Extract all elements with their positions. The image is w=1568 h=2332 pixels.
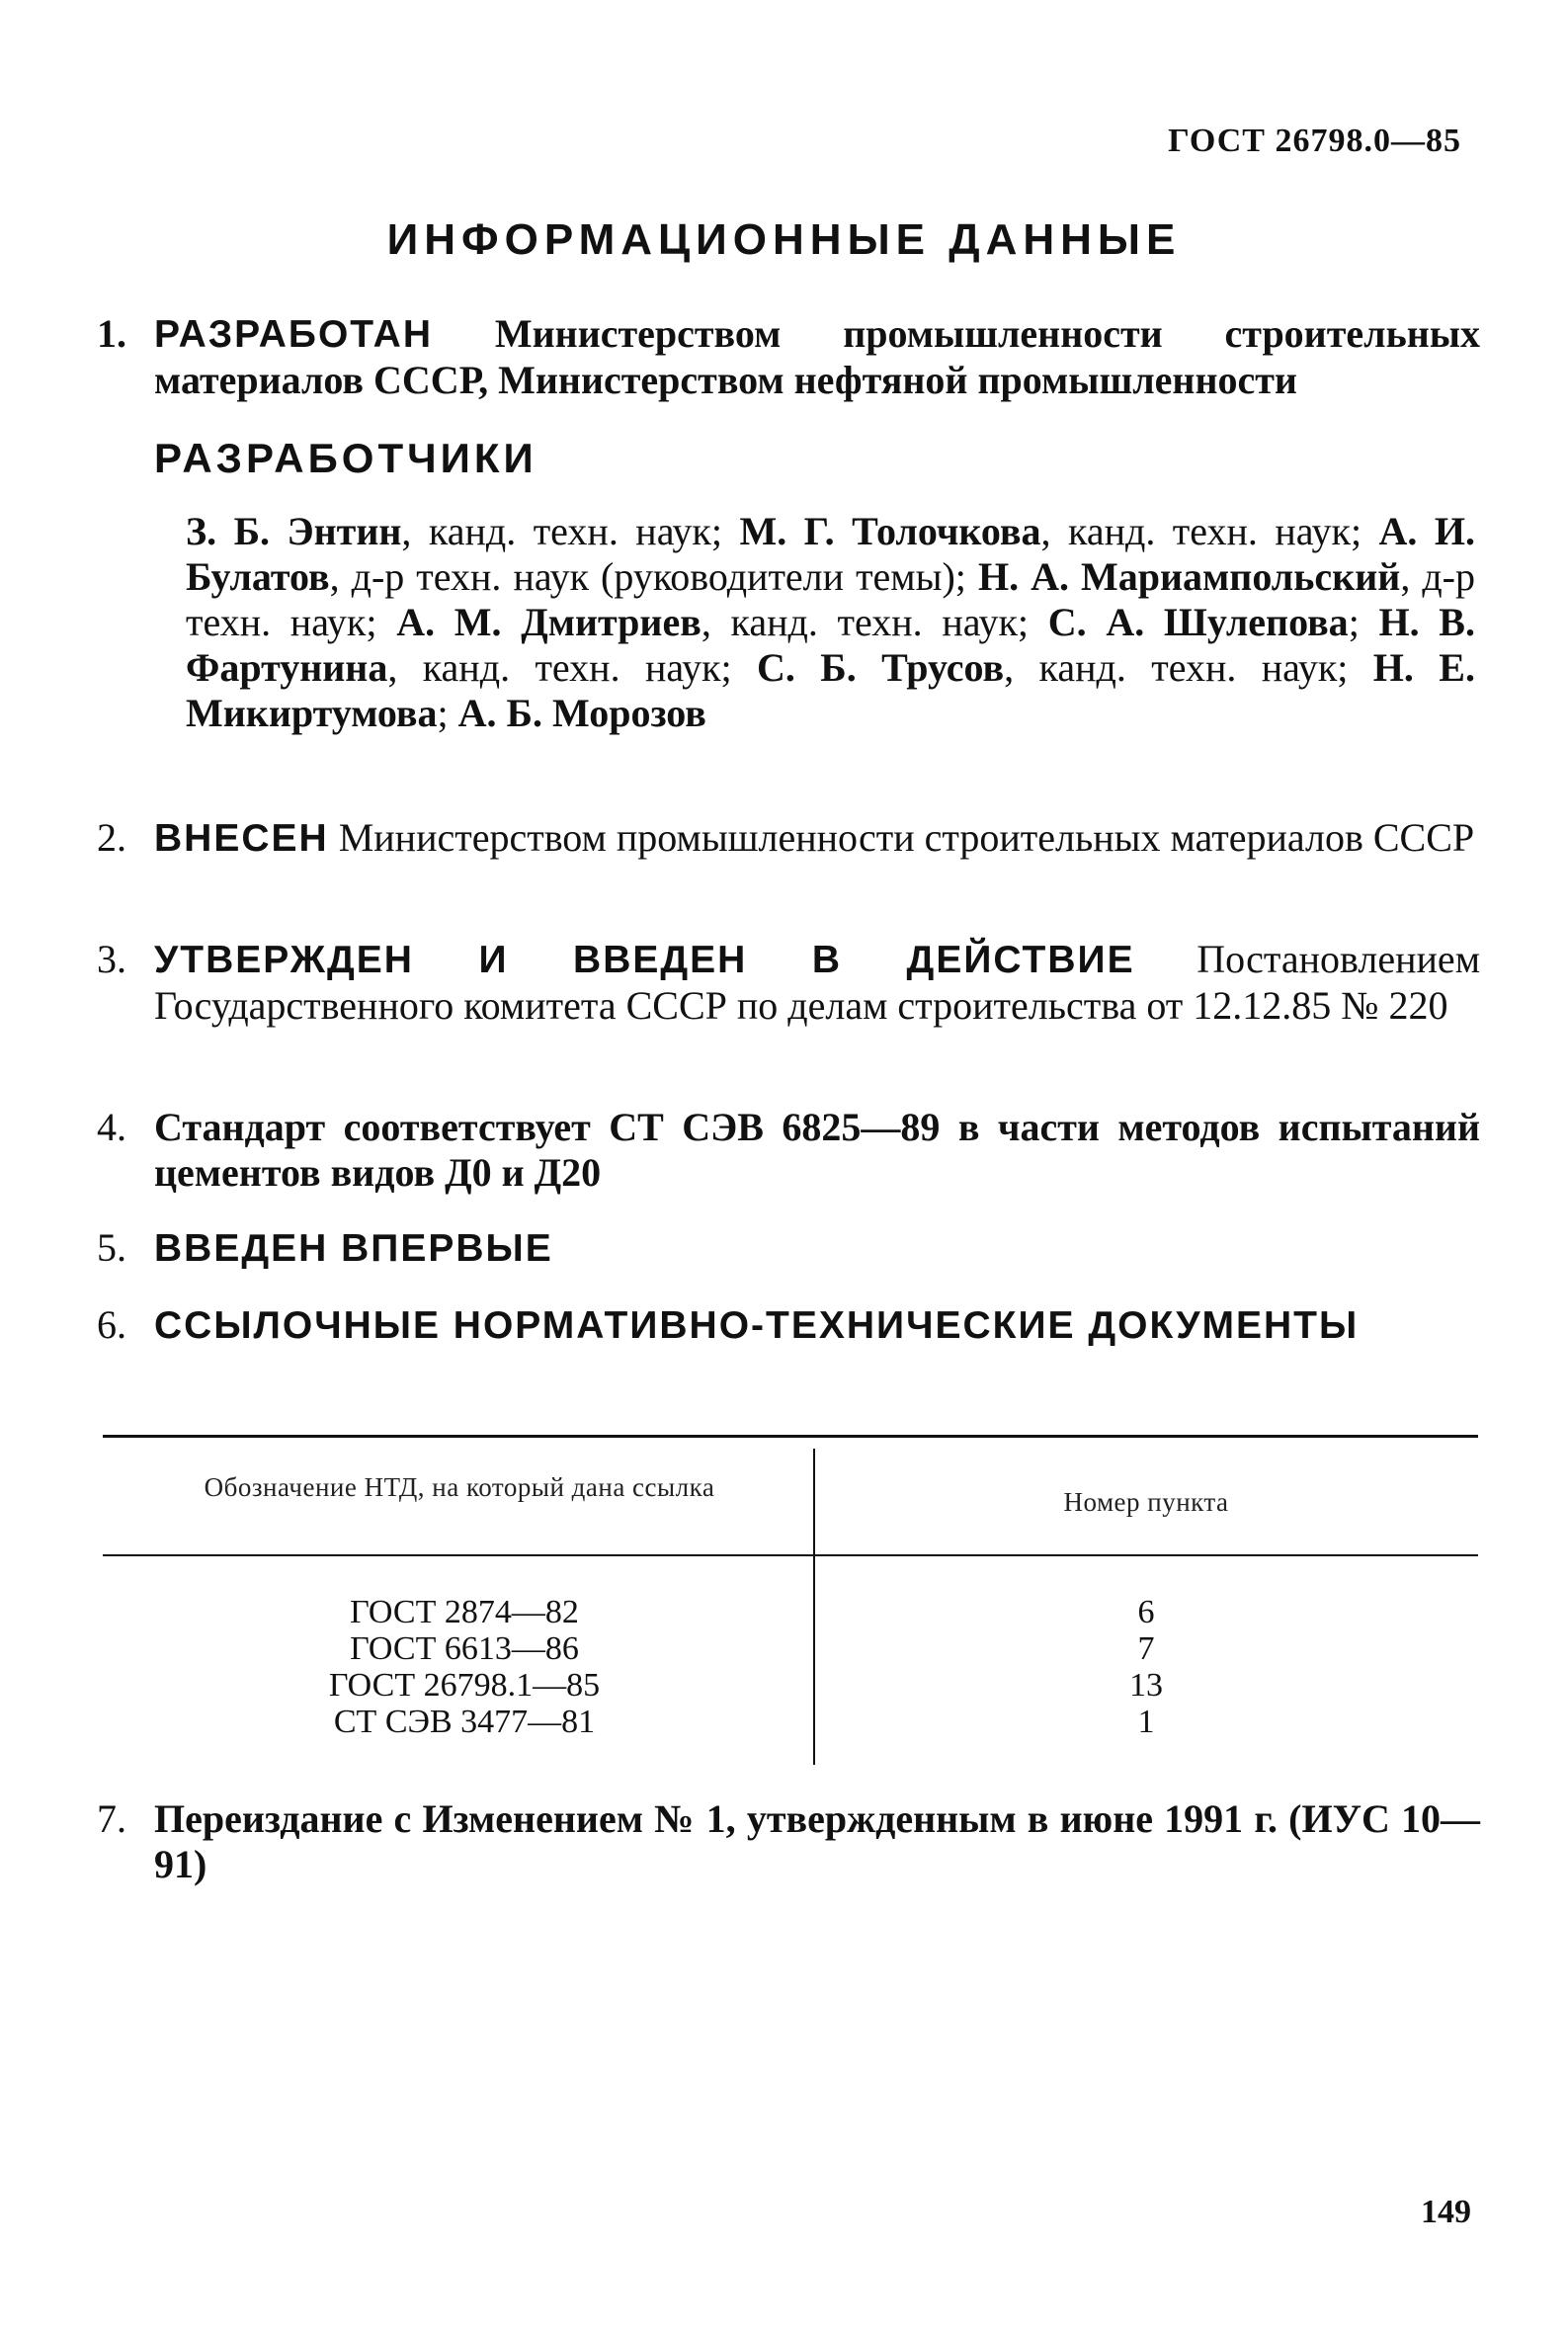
author-name: А. Б. Морозов xyxy=(457,691,706,735)
item-text: Постановлением Государственного комитета СССР по делам строительства от 12.12.85 № 220 xyxy=(154,937,1480,1028)
table-doc-column xyxy=(128,1594,800,1740)
item-standard-conformity xyxy=(97,1105,1480,1196)
table-header-item: Номер пункта xyxy=(1063,1487,1229,1517)
table-cell-doc: ГОСТ 2874—82 xyxy=(350,1594,579,1630)
page-number: 149 xyxy=(1421,2194,1471,2230)
author-degree: ; xyxy=(437,691,458,735)
developers-list xyxy=(186,509,1475,736)
author-name: С. А. Шулепова xyxy=(1047,600,1349,644)
table-cell-doc: ГОСТ 26798.1—85 xyxy=(328,1667,601,1704)
author-name: З. Б. Энтин xyxy=(186,509,402,553)
author-name: Н. А. Мариампольский xyxy=(977,554,1401,599)
table-top-rule xyxy=(103,1435,1478,1438)
table-cell-item: 13 xyxy=(1129,1667,1163,1704)
table-cell-item: 7 xyxy=(1137,1630,1155,1667)
author-degree: ; xyxy=(1348,600,1379,644)
author-degree: , д-р техн. наук; xyxy=(186,554,1476,644)
table-item-column xyxy=(830,1594,1462,1740)
item-number: 6. xyxy=(97,1302,126,1347)
author-degree: , канд. техн. наук; xyxy=(701,600,1048,644)
item-number: 7. xyxy=(97,1796,126,1841)
page-title: ИНФОРМАЦИОННЫЕ ДАННЫЕ xyxy=(386,215,1182,264)
item-lead: ВВЕДЕН ВПЕРВЫЕ xyxy=(154,1227,553,1270)
author-name: С. Б. Трусов xyxy=(757,645,1005,690)
item-approved xyxy=(97,937,1480,1029)
author-name: Н. В. Фартунина xyxy=(186,600,1475,690)
author-name: А. М. Дмитриев xyxy=(396,600,701,644)
item-text: Стандарт соответствует СТ СЭВ 6825—89 в части методов испытаний цементов видов Д0 и Д20 xyxy=(154,1105,1480,1195)
author-degree: , канд. техн. наук; xyxy=(1004,645,1373,690)
table-header-doc: Обозначение НТД, на который дана ссылка xyxy=(204,1472,715,1502)
item-number: 4. xyxy=(97,1105,126,1149)
item-text: Переиздание с Изменением № 1, утвержденным в июне 1991 г. (ИУС 10—91) xyxy=(154,1796,1480,1886)
item-referenced-docs xyxy=(97,1302,1480,1349)
table-cell-item: 1 xyxy=(1137,1704,1155,1740)
author-name: А. И. Булатов xyxy=(186,509,1475,599)
table-cell-doc: ГОСТ 6613—86 xyxy=(350,1630,579,1667)
table-header-rule xyxy=(103,1554,1478,1556)
item-number: 3. xyxy=(97,937,126,981)
item-submitted xyxy=(97,815,1480,862)
item-lead: ССЫЛОЧНЫЕ НОРМАТИВНО-ТЕХНИЧЕСКИЕ ДОКУМЕНТЫ xyxy=(154,1304,1360,1347)
item-number: 5. xyxy=(97,1225,126,1270)
item-introduced-first xyxy=(97,1225,1480,1272)
author-degree: , канд. техн. наук; xyxy=(401,509,740,553)
item-number: 1. xyxy=(97,311,126,356)
item-reissue xyxy=(97,1796,1480,1887)
author-degree: , канд. техн. наук; xyxy=(387,645,758,690)
author-degree: , канд. техн. наук; xyxy=(1040,509,1379,553)
item-lead: ВНЕСЕН xyxy=(154,817,329,860)
table-cell-item: 6 xyxy=(1137,1594,1155,1630)
author-name: М. Г. Толочкова xyxy=(739,509,1041,553)
item-lead: УТВЕРЖДЕН И ВВЕДЕН В ДЕЙСТВИЕ xyxy=(154,939,1135,981)
item-lead: РАЗРАБОТАН xyxy=(154,313,433,356)
document-code: ГОСТ 26798.0—85 xyxy=(1168,123,1461,159)
item-text: Министерством промышленности строительных материалов СССР xyxy=(338,815,1475,860)
item-text: Министерством промышленности строительных материалов СССР, Министерством нефтяной промышленности xyxy=(154,311,1481,402)
item-developed xyxy=(97,311,1480,403)
author-degree: , д-р техн. наук (руководители темы); xyxy=(329,554,978,599)
table-cell-doc: СТ СЭВ 3477—81 xyxy=(333,1704,596,1740)
developers-heading: РАЗРАБОТЧИКИ xyxy=(154,435,537,481)
author-name: Н. Е. Микиртумова xyxy=(186,645,1475,735)
item-number: 2. xyxy=(97,815,126,860)
table-column-divider xyxy=(813,1449,815,1765)
